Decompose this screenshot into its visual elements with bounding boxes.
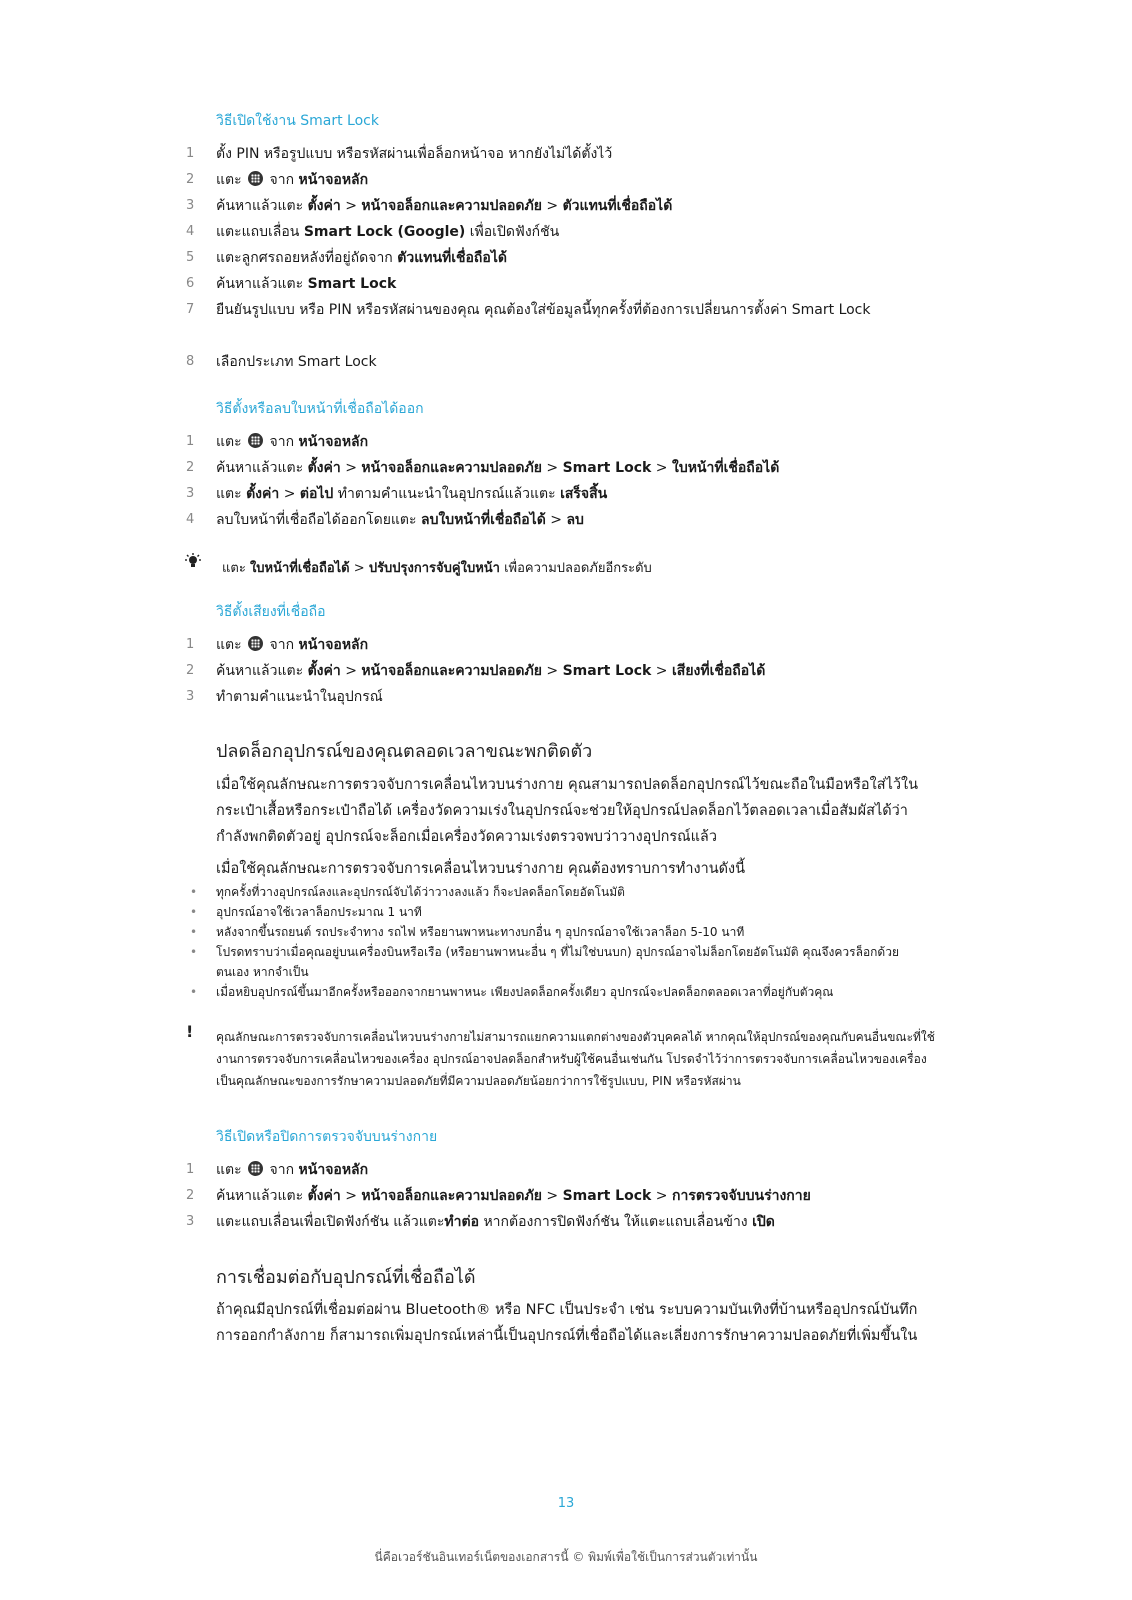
apps-grid-icon [248, 171, 263, 186]
list-item: 3 แตะ ตั้งค่า > ต่อไป ทำตามคำแนะนำในอุปกรณ์แล้วแตะ เสร็จสิ้น [186, 486, 608, 502]
list-item: 4 ลบใบหน้าที่เชื่อถือได้ออกโดยแตะ ลบใบหน้าที่เชื่อถือได้ > ลบ [186, 512, 584, 528]
list-item: • ทุกครั้งที่วางอุปกรณ์ลงและอุปกรณ์จับได้ว่าวางลงแล้ว ก็จะปลดล็อกโดยอัตโนมัติ [190, 885, 625, 899]
exclamation-icon: ! [186, 1022, 194, 1041]
list-item: 4 แตะแถบเลื่อน Smart Lock (Google) เพื่อเปิดฟังก์ชัน [186, 224, 560, 240]
list-item: 8 เลือกประเภท Smart Lock [186, 354, 377, 370]
apps-grid-icon [248, 433, 263, 448]
apps-grid-icon [248, 636, 263, 651]
page-footer: นี่คือเวอร์ชันอินเทอร์เน็ตของเอกสารนี้ © พิมพ์เพื่อใช้เป็นการส่วนตัวเท่านั้น [374, 1550, 758, 1564]
apps-grid-icon [248, 1161, 263, 1176]
manual-page: วิธีเปิดใช้งาน Smart Lock 1 ตั้ง PIN หรือรูปแบบ หรือรหัสผ่านเพื่อล็อกหน้าจอ หากยังไม่ได้ตั้งไว้ 2 แตะ จาก หน้าจอหลัก 3 ค้นหาแล้วแตะ ตั้งค่า > หน้าจอล็อกและความปลอดภัย > ตัวแทนที่เชื่อถือได้ 4 แตะแถบเลื่อน Smart Lock (Google) เพื่อเปิดฟังก์ชัน 5 แตะลูกศรถอยหลังที่อยู่ถัดจาก ตัวแทนที่เชื่อถือได้ 6 ค้นหาแล้วแตะ Smart Lock 7 ยืนยันรูปแบบ หรือ PIN หรือรหัสผ่านของคุณ คุณต้องใส่ข้อมูลนี้ทุกครั้งที่ต้องการเปลี่ยนการตั้งค่า Smart Lock 8 เลือกประเภท Smart Lock วิธีตั้งหรือลบใบหน้าที่เชื่อถือได้ออก 1 แตะ จาก หน้าจอหลัก 2 ค้นหาแล้วแตะ ตั้งค่า > หน้าจอล็อกและความปลอดภัย > Smart Lock > ใบหน้าที่เชื่อถือได้ 3 แตะ ตั้งค่า > ต่อไป ทำตามคำแนะนำในอุปกรณ์แล้วแตะ เสร็จสิ้น 4 ลบใบหน้าที่เชื่อถือได้ออกโดยแตะ ลบใบหน้าที่เชื่อถือได้ > ลบ แตะ ใบหน้าที่เชื่อถือได้ > ปรับปรุงการจับคู่ใบหน้า เพื่อความปลอดภัยอีกระดับ วิธีตั้งเสียงที่เชื่อถือ 1 แตะ จาก หน้าจอหลัก 2 ค้นหาแล้วแตะ ตั้งค่า > หน้าจอล็อกและความปลอดภัย > Smart Lock > เสียงที่เชื่อถือได้ 3 ทำตามคำแนะนำในอุปกรณ์ ปลดล็อกอุปกรณ์ของคุณตลอดเวลาขณะพกติดตัว เมื่อใช้คุณลักษณะการตรวจจับการเคลื่อนไหวบนร่างกาย คุณสามารถปลดล็อกอุปกรณ์ไว้ขณะถือในมือหรือใส่ไว้ในกระเป๋าเสื้อหรือกระเป๋าถือได้ เครื่องวัดความเร่งในอุปกรณ์จะช่วยให้อุปกรณ์ปลดล็อกไว้ตลอดเวลาเมื่อสัมผัสได้ว่ากำลังพกติดตัวอยู่ อุปกรณ์จะล็อกเมื่อเครื่องวัดความเร่งตรวจพบว่าวางอุปกรณ์แล้ว เมื่อใช้คุณลักษณะการตรวจจับการเคลื่อนไหวบนร่างกาย คุณต้องทราบการทำงานดังนี้ • ทุกครั้งที่วางอุปกรณ์ลงและอุปกรณ์จับได้ว่าวางลงแล้ว ก็จะปลดล็อกโดยอัตโนมัติ • อุปกรณ์อาจใช้เวลาล็อกประมาณ 1 นาที • หลังจากขึ้นรถยนต์ รถประจำทาง รถไฟ หรือยานพาหนะทางบกอื่น ๆ อุปกรณ์อาจใช้เวลาล็อก 5-10 นาที • โปรดทราบว่าเมื่อคุณอยู่บนเครื่องบินหรือเรือ (หรือยานพาหนะอื่น ๆ ที่ไม่ใช่บนบก) อุปกรณ์อาจไม่ล็อกโดยอัตโนมัติ คุณจึงควรล็อกด้วยตนเอง หากจำเป็น • เมื่อหยิบอุปกรณ์ขึ้นมาอีกครั้งหรือออกจากยานพาหนะ เพียงปลดล็อกครั้งเดียว อุปกรณ์จะปลดล็อกตลอดเวลาที่อยู่กับตัวคุณ ! คุณลักษณะการตรวจจับการเคลื่อนไหวบนร่างกายไม่สามารถแยกความแตกต่างของตัวบุคคลได้ หากคุณให้อุปกรณ์ของคุณกับคนอื่นขณะที่ใช้งานการตรวจจับการเคลื่อนไหวของเครื่อง อุปกรณ์อาจปลดล็อกสำหรับผู้ใช้คนอื่นเช่นกัน โปรดจำไว้ว่าการตรวจจับการเคลื่อนไหวของเครื่องเป็นคุณลักษณะของการรักษาความปลอดภัยที่มีความปลอดภัยน้อยกว่าการใช้รูปแบบ, PIN หรือรหัสผ่าน วิธีเปิดหรือปิดการตรวจจับบนร่างกาย 1 แตะ จาก หน้าจอหลัก 2 ค้นหาแล้วแตะ ตั้งค่า > หน้าจอล็อกและความปลอดภัย > Smart Lock > การตรวจจับบนร่างกาย 3 แตะแถบเลื่อนเพื่อเปิดฟังก์ชัน แล้วแตะทำต่อ หากต้องการปิดฟังก์ชัน ให้แตะแถบเลื่อนข้าง เปิด การเชื่อมต่อกับอุปกรณ์ที่เชื่อถือได้ ถ้าคุณมีอุปกรณ์ที่เชื่อมต่อผ่าน Bluetooth® หรือ NFC เป็นประจำ เช่น ระบบความบันเทิงที่บ้านหรืออุปกรณ์บันทึกการออกกำลังกาย ก็สามารถเพิ่มอุปกรณ์เหล่านี้เป็นอุปกรณ์ที่เชื่อถือได้และเลี่ยงการรักษาความปลอดภัยที่เพิ่มขึ้นใน 13 นี่คือเวอร์ชันอินเทอร์เน็ตของเอกสารนี้ © พิมพ์เพื่อใช้เป็นการส่วนตัวเท่านั้น [0, 0, 1132, 1600]
section-title-trusted-voice: วิธีตั้งเสียงที่เชื่อถือ [216, 604, 326, 620]
list-item: 3 แตะแถบเลื่อนเพื่อเปิดฟังก์ชัน แล้วแตะทำต่อ หากต้องการปิดฟังก์ชัน ให้แตะแถบเลื่อนข้าง เปิด [186, 1214, 775, 1230]
lightbulb-icon [183, 553, 203, 569]
tip-note: แตะ ใบหน้าที่เชื่อถือได้ > ปรับปรุงการจับคู่ใบหน้า เพื่อความปลอดภัยอีกระดับ [222, 561, 652, 576]
page-number: 13 [557, 1496, 575, 1511]
list-item: • โปรดทราบว่าเมื่อคุณอยู่บนเครื่องบินหรือเรือ (หรือยานพาหนะอื่น ๆ ที่ไม่ใช่บนบก) อุปกรณ์อาจไม่ล็อกโดยอัตโนมัติ คุณจึงควรล็อกด้วยตนเอง หากจำเป็น [190, 945, 899, 979]
list-item: 3 ค้นหาแล้วแตะ ตั้งค่า > หน้าจอล็อกและความปลอดภัย > ตัวแทนที่เชื่อถือได้ [186, 198, 673, 214]
warning-note: คุณลักษณะการตรวจจับการเคลื่อนไหวบนร่างกายไม่สามารถแยกความแตกต่างของตัวบุคคลได้ หากคุณให้อุปกรณ์ของคุณกับคนอื่นขณะที่ใช้งานการตรวจจับการเคลื่อนไหวของเครื่อง อุปกรณ์อาจปลดล็อกสำหรับผู้ใช้คนอื่นเช่นกัน โปรดจำไว้ว่าการตรวจจับการเคลื่อนไหวของเครื่องเป็นคุณลักษณะของการรักษาความปลอดภัยที่มีความปลอดภัยน้อยกว่าการใช้รูปแบบ, PIN หรือรหัสผ่าน [216, 1030, 935, 1088]
list-item: 1 ตั้ง PIN หรือรูปแบบ หรือรหัสผ่านเพื่อล็อกหน้าจอ หากยังไม่ได้ตั้งไว้ [186, 146, 613, 162]
list-item: • เมื่อหยิบอุปกรณ์ขึ้นมาอีกครั้งหรือออกจากยานพาหนะ เพียงปลดล็อกครั้งเดียว อุปกรณ์จะปลดล็อกตลอดเวลาที่อยู่กับตัวคุณ [190, 985, 834, 999]
section-title-trusted-face: วิธีตั้งหรือลบใบหน้าที่เชื่อถือได้ออก [216, 401, 424, 417]
list-item: • หลังจากขึ้นรถยนต์ รถประจำทาง รถไฟ หรือยานพาหนะทางบกอื่น ๆ อุปกรณ์อาจใช้เวลาล็อก 5-10 นาที [190, 925, 745, 939]
section-title-enable-smart-lock: วิธีเปิดใช้งาน Smart Lock [216, 113, 379, 129]
list-item: 1 แตะ จาก หน้าจอหลัก [186, 1162, 369, 1178]
list-item: 6 ค้นหาแล้วแตะ Smart Lock [186, 276, 397, 292]
heading-trusted-devices: การเชื่อมต่อกับอุปกรณ์ที่เชื่อถือได้ [216, 1267, 476, 1288]
section-title-on-body-toggle: วิธีเปิดหรือปิดการตรวจจับบนร่างกาย [216, 1129, 438, 1145]
list-item: 2 ค้นหาแล้วแตะ ตั้งค่า > หน้าจอล็อกและความปลอดภัย > Smart Lock > การตรวจจับบนร่างกาย [186, 1188, 811, 1204]
list-item: 5 แตะลูกศรถอยหลังที่อยู่ถัดจาก ตัวแทนที่เชื่อถือได้ [186, 250, 507, 266]
list-item: 2 ค้นหาแล้วแตะ ตั้งค่า > หน้าจอล็อกและความปลอดภัย > Smart Lock > เสียงที่เชื่อถือได้ [186, 663, 766, 679]
list-item: 1 แตะ จาก หน้าจอหลัก [186, 637, 369, 653]
heading-on-body-detection: ปลดล็อกอุปกรณ์ของคุณตลอดเวลาขณะพกติดตัว [216, 741, 593, 762]
paragraph: เมื่อใช้คุณลักษณะการตรวจจับการเคลื่อนไหวบนร่างกาย คุณสามารถปลดล็อกอุปกรณ์ไว้ขณะถือในมือหรือใส่ไว้ในกระเป๋าเสื้อหรือกระเป๋าถือได้ เครื่องวัดความเร่งในอุปกรณ์จะช่วยให้อุปกรณ์ปลดล็อกไว้ตลอดเวลาเมื่อสัมผัสได้ว่ากำลังพกติดตัวอยู่ อุปกรณ์จะล็อกเมื่อเครื่องวัดความเร่งตรวจพบว่าวางอุปกรณ์แล้ว [216, 777, 918, 845]
list-item: 2 แตะ จาก หน้าจอหลัก [186, 172, 369, 188]
paragraph: เมื่อใช้คุณลักษณะการตรวจจับการเคลื่อนไหวบนร่างกาย คุณต้องทราบการทำงานดังนี้ [216, 861, 746, 877]
list-item: 1 แตะ จาก หน้าจอหลัก [186, 434, 369, 450]
list-item: 2 ค้นหาแล้วแตะ ตั้งค่า > หน้าจอล็อกและความปลอดภัย > Smart Lock > ใบหน้าที่เชื่อถือได้ [186, 460, 780, 476]
paragraph: ถ้าคุณมีอุปกรณ์ที่เชื่อมต่อผ่าน Bluetooth® หรือ NFC เป็นประจำ เช่น ระบบความบันเทิงที่บ้านหรืออุปกรณ์บันทึกการออกกำลังกาย ก็สามารถเพิ่มอุปกรณ์เหล่านี้เป็นอุปกรณ์ที่เชื่อถือได้และเลี่ยงการรักษาความปลอดภัยที่เพิ่มขึ้นใน [216, 1302, 918, 1344]
bullet-list [0, 882, 1132, 1002]
list-item: • อุปกรณ์อาจใช้เวลาล็อกประมาณ 1 นาที [190, 905, 422, 919]
list-item: 3 ทำตามคำแนะนำในอุปกรณ์ [186, 689, 383, 705]
